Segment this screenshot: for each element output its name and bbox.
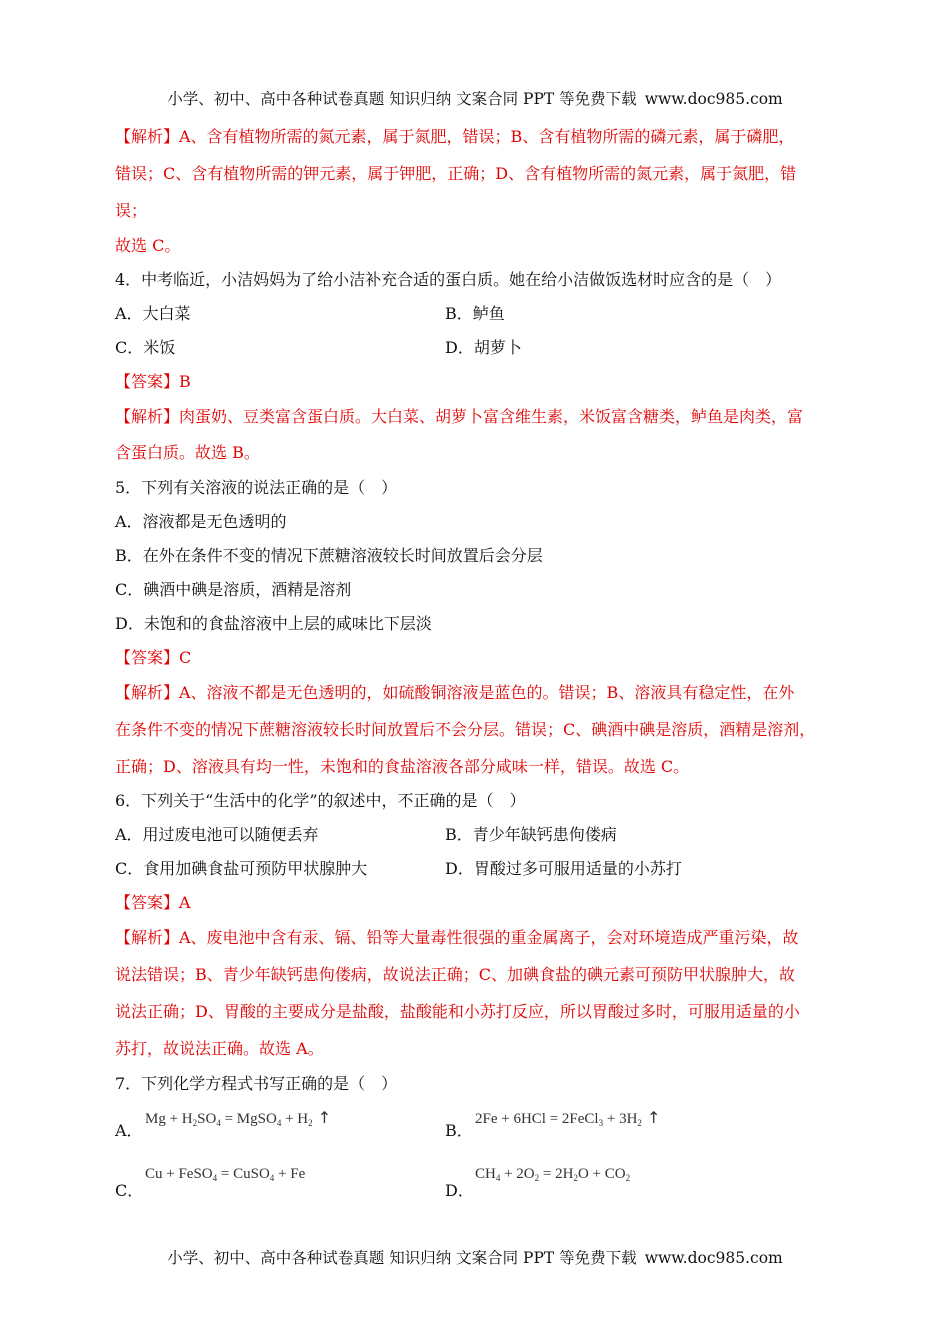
q7-equation-d: $CH_4 + 2O_2 = 2H_2O + CO_2$ [475,1166,631,1183]
q4-option-b: B．鲈鱼 [445,304,505,323]
q6-option-d: D．胃酸过多可服用适量的小苏打 [445,859,682,878]
q6-option-a: A．用过废电池可以随便丢弃 [115,825,319,844]
q7-stem: 7．下列化学方程式书写正确的是（ ） [115,1074,398,1093]
q5-answer: 【答案】C [115,648,192,667]
page-header [0,87,950,109]
q4-option-a: A．大白菜 [115,304,191,323]
q6-analysis-line-1: 【解析】A、废电池中含有汞、镉、铅等大量毒性很强的重金属离子，会对环境造成严重污染，故 [115,928,799,947]
q5-option-d: D．未饱和的食盐溶液中上层的咸味比下层淡 [115,614,432,633]
q7-option-d-letter: D． [445,1181,474,1200]
q5-option-b: B．在外在条件不变的情况下蔗糖溶液较长时间放置后会分层 [115,546,543,565]
q3-analysis-line-3: 误； [115,201,148,220]
q7-option-a-letter: A． [115,1121,143,1140]
q4-answer: 【答案】B [115,372,191,391]
q5-analysis-line-1: 【解析】A、溶液不都是无色透明的，如硫酸铜溶液是蓝色的。错误；B、溶液具有稳定性，在外 [115,683,795,702]
footer-url: www.doc985.com [644,1249,783,1267]
q3-analysis-line-2: 错误；C、含有植物所需的钾元素，属于钾肥，正确；D、含有植物所需的氮元素，属于氮肥，错 [115,164,797,183]
q5-option-c: C．碘酒中碘是溶质，酒精是溶剂 [115,580,352,599]
q6-analysis-line-3: 说法正确；D、胃酸的主要成分是盐酸，盐酸能和小苏打反应，所以胃酸过多时，可服用适量的小 [115,1002,800,1021]
q5-stem: 5．下列有关溶液的说法正确的是（ ） [115,478,398,497]
q3-conclusion: 故选 C。 [115,236,181,255]
q4-analysis-line-1: 【解析】肉蛋奶、豆类富含蛋白质。大白菜、胡萝卜富含维生素，米饭富含糖类，鲈鱼是肉类，富 [115,407,804,426]
header-text: 小学、初中、高中各种试卷真题 知识归纳 文案合同 PPT 等免费下载 [167,90,637,108]
q5-analysis-line-2: 在条件不变的情况下蔗糖溶液较长时间放置后不会分层。错误；C、碘酒中碘是溶质，酒精是溶剂， [115,720,816,739]
q7-option-b-letter: B． [445,1121,473,1140]
q3-analysis-line-1: 【解析】A、含有植物所需的氮元素，属于氮肥，错误；B、含有植物所需的磷元素，属于磷肥， [115,127,795,146]
q5-option-a: A．溶液都是无色透明的 [115,512,287,531]
q6-option-c: C．食用加碘食盐可预防甲状腺肿大 [115,859,368,878]
footer-text: 小学、初中、高中各种试卷真题 知识归纳 文案合同 PPT 等免费下载 [167,1249,637,1267]
q6-analysis-line-2: 说法错误；B、青少年缺钙患佝偻病，故说法正确；C、加碘食盐的碘元素可预防甲状腺肿大，故 [115,965,796,984]
q4-analysis-line-2: 含蛋白质。故选 B。 [115,443,260,462]
q6-option-b: B．青少年缺钙患佝偻病 [445,825,617,844]
q4-option-d: D．胡萝卜 [445,338,522,357]
q7-option-c-letter: C． [115,1181,144,1200]
q5-analysis-line-3: 正确；D、溶液具有均一性，未饱和的食盐溶液各部分咸味一样，错误。故选 C。 [115,757,690,776]
q4-option-c: C．米饭 [115,338,176,357]
q6-answer: 【答案】A [115,893,191,912]
q6-stem: 6．下列关于“生活中的化学”的叙述中，不正确的是（ ） [115,791,526,810]
q4-stem: 4．中考临近，小洁妈妈为了给小洁补充合适的蛋白质。她在给小洁做饭选材时应含的是（ ） [115,270,782,289]
page-footer [0,1246,950,1268]
q7-equation-a: $Mg + H_2SO_4$ = MgSO$_4$ + $H_2$ ↑ [145,1108,332,1128]
q7-equation-b: 2Fe + 6HCl = 2FeCl$_3$ + $3H_2$ ↑ [475,1108,661,1128]
q6-analysis-line-4: 苏打，故说法正确。故选 A。 [115,1039,324,1058]
header-url: www.doc985.com [644,90,783,108]
q7-equation-c: Cu + FeSO$_4$ = CuSO$_4$ + Fe [145,1166,306,1183]
